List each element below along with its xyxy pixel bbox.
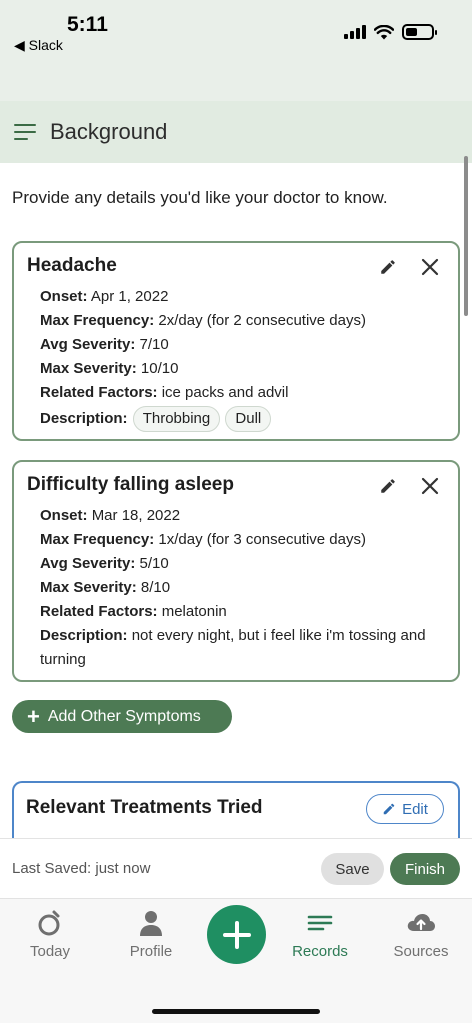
- intro-text: Provide any details you'd like your doctor to know.: [12, 188, 388, 207]
- symptom-fields: [40, 504, 446, 672]
- save-bar: [0, 838, 472, 898]
- status-bar: [0, 0, 472, 101]
- field-description: Description: Throbbing Dull: [40, 406, 446, 432]
- plus-icon: +: [27, 703, 40, 729]
- cloud-upload-icon: [406, 909, 436, 937]
- edit-treatments-button[interactable]: [366, 794, 444, 824]
- page-header: [0, 101, 472, 163]
- treatments-title: Relevant Treatments Tried: [26, 797, 263, 818]
- last-saved-status: Last Saved: just now: [12, 860, 151, 877]
- tab-label: Records: [292, 943, 348, 960]
- tab-profile[interactable]: [106, 909, 196, 960]
- tab-records[interactable]: [275, 909, 365, 960]
- close-icon[interactable]: [420, 257, 440, 277]
- back-to-slack-link[interactable]: ◀ Slack: [14, 37, 63, 53]
- symptom-title: Difficulty falling asleep: [27, 474, 234, 495]
- status-icons: [344, 24, 434, 40]
- plus-icon: [222, 920, 252, 950]
- field-max-frequency: Max Frequency: 1x/day (for 3 consecutive days): [40, 531, 366, 548]
- tab-label: Profile: [129, 943, 173, 960]
- symptom-title: Headache: [27, 255, 117, 276]
- save-button[interactable]: Save: [321, 853, 384, 885]
- field-avg-severity: Avg Severity: 7/10: [40, 336, 169, 353]
- edit-label: Edit: [402, 800, 428, 818]
- battery-icon: [402, 24, 434, 40]
- field-description: Description: not every night, but i feel like i'm tossing and turning: [40, 627, 426, 668]
- field-onset: Onset: Apr 1, 2022: [40, 288, 169, 305]
- person-icon: [138, 909, 164, 937]
- field-max-severity: Max Severity: 10/10: [40, 360, 179, 377]
- card-actions: [378, 257, 440, 277]
- field-max-frequency: Max Frequency: 2x/day (for 2 consecutive days): [40, 312, 366, 329]
- add-other-symptoms-label: Add Other Symptoms: [47, 707, 201, 725]
- scrollbar[interactable]: [464, 156, 468, 316]
- tab-bar: [0, 898, 472, 1023]
- finish-button[interactable]: Finish: [390, 853, 460, 885]
- add-record-button[interactable]: [207, 905, 266, 964]
- field-related-factors: Related Factors: melatonin: [40, 603, 227, 620]
- symptom-card-difficulty-falling-asleep: [12, 460, 460, 682]
- status-time: 5:11: [67, 13, 108, 36]
- edit-pencil-icon: [382, 802, 396, 816]
- cellular-signal-icon: [344, 25, 366, 39]
- tab-today[interactable]: [5, 909, 95, 960]
- today-icon: [37, 909, 63, 937]
- page-title: Background: [50, 119, 168, 144]
- add-other-symptoms-button[interactable]: [12, 700, 232, 733]
- field-avg-severity: Avg Severity: 5/10: [40, 555, 169, 572]
- records-icon: [307, 909, 333, 937]
- description-tag[interactable]: Dull: [225, 406, 271, 432]
- home-indicator: [152, 1009, 320, 1014]
- close-icon[interactable]: [420, 476, 440, 496]
- symptom-card-headache: [12, 241, 460, 441]
- field-max-severity: Max Severity: 8/10: [40, 579, 171, 596]
- description-tag[interactable]: Throbbing: [133, 406, 221, 432]
- card-actions: [378, 476, 440, 496]
- tab-label: Sources: [393, 943, 449, 960]
- menu-icon[interactable]: [14, 124, 36, 140]
- edit-pencil-icon[interactable]: [378, 257, 398, 277]
- tab-sources[interactable]: [376, 909, 466, 960]
- tab-label: Today: [29, 943, 71, 960]
- field-onset: Onset: Mar 18, 2022: [40, 507, 181, 524]
- symptom-fields: [40, 285, 446, 432]
- edit-pencil-icon[interactable]: [378, 476, 398, 496]
- field-related-factors: Related Factors: ice packs and advil: [40, 384, 289, 401]
- wifi-icon: [374, 25, 394, 40]
